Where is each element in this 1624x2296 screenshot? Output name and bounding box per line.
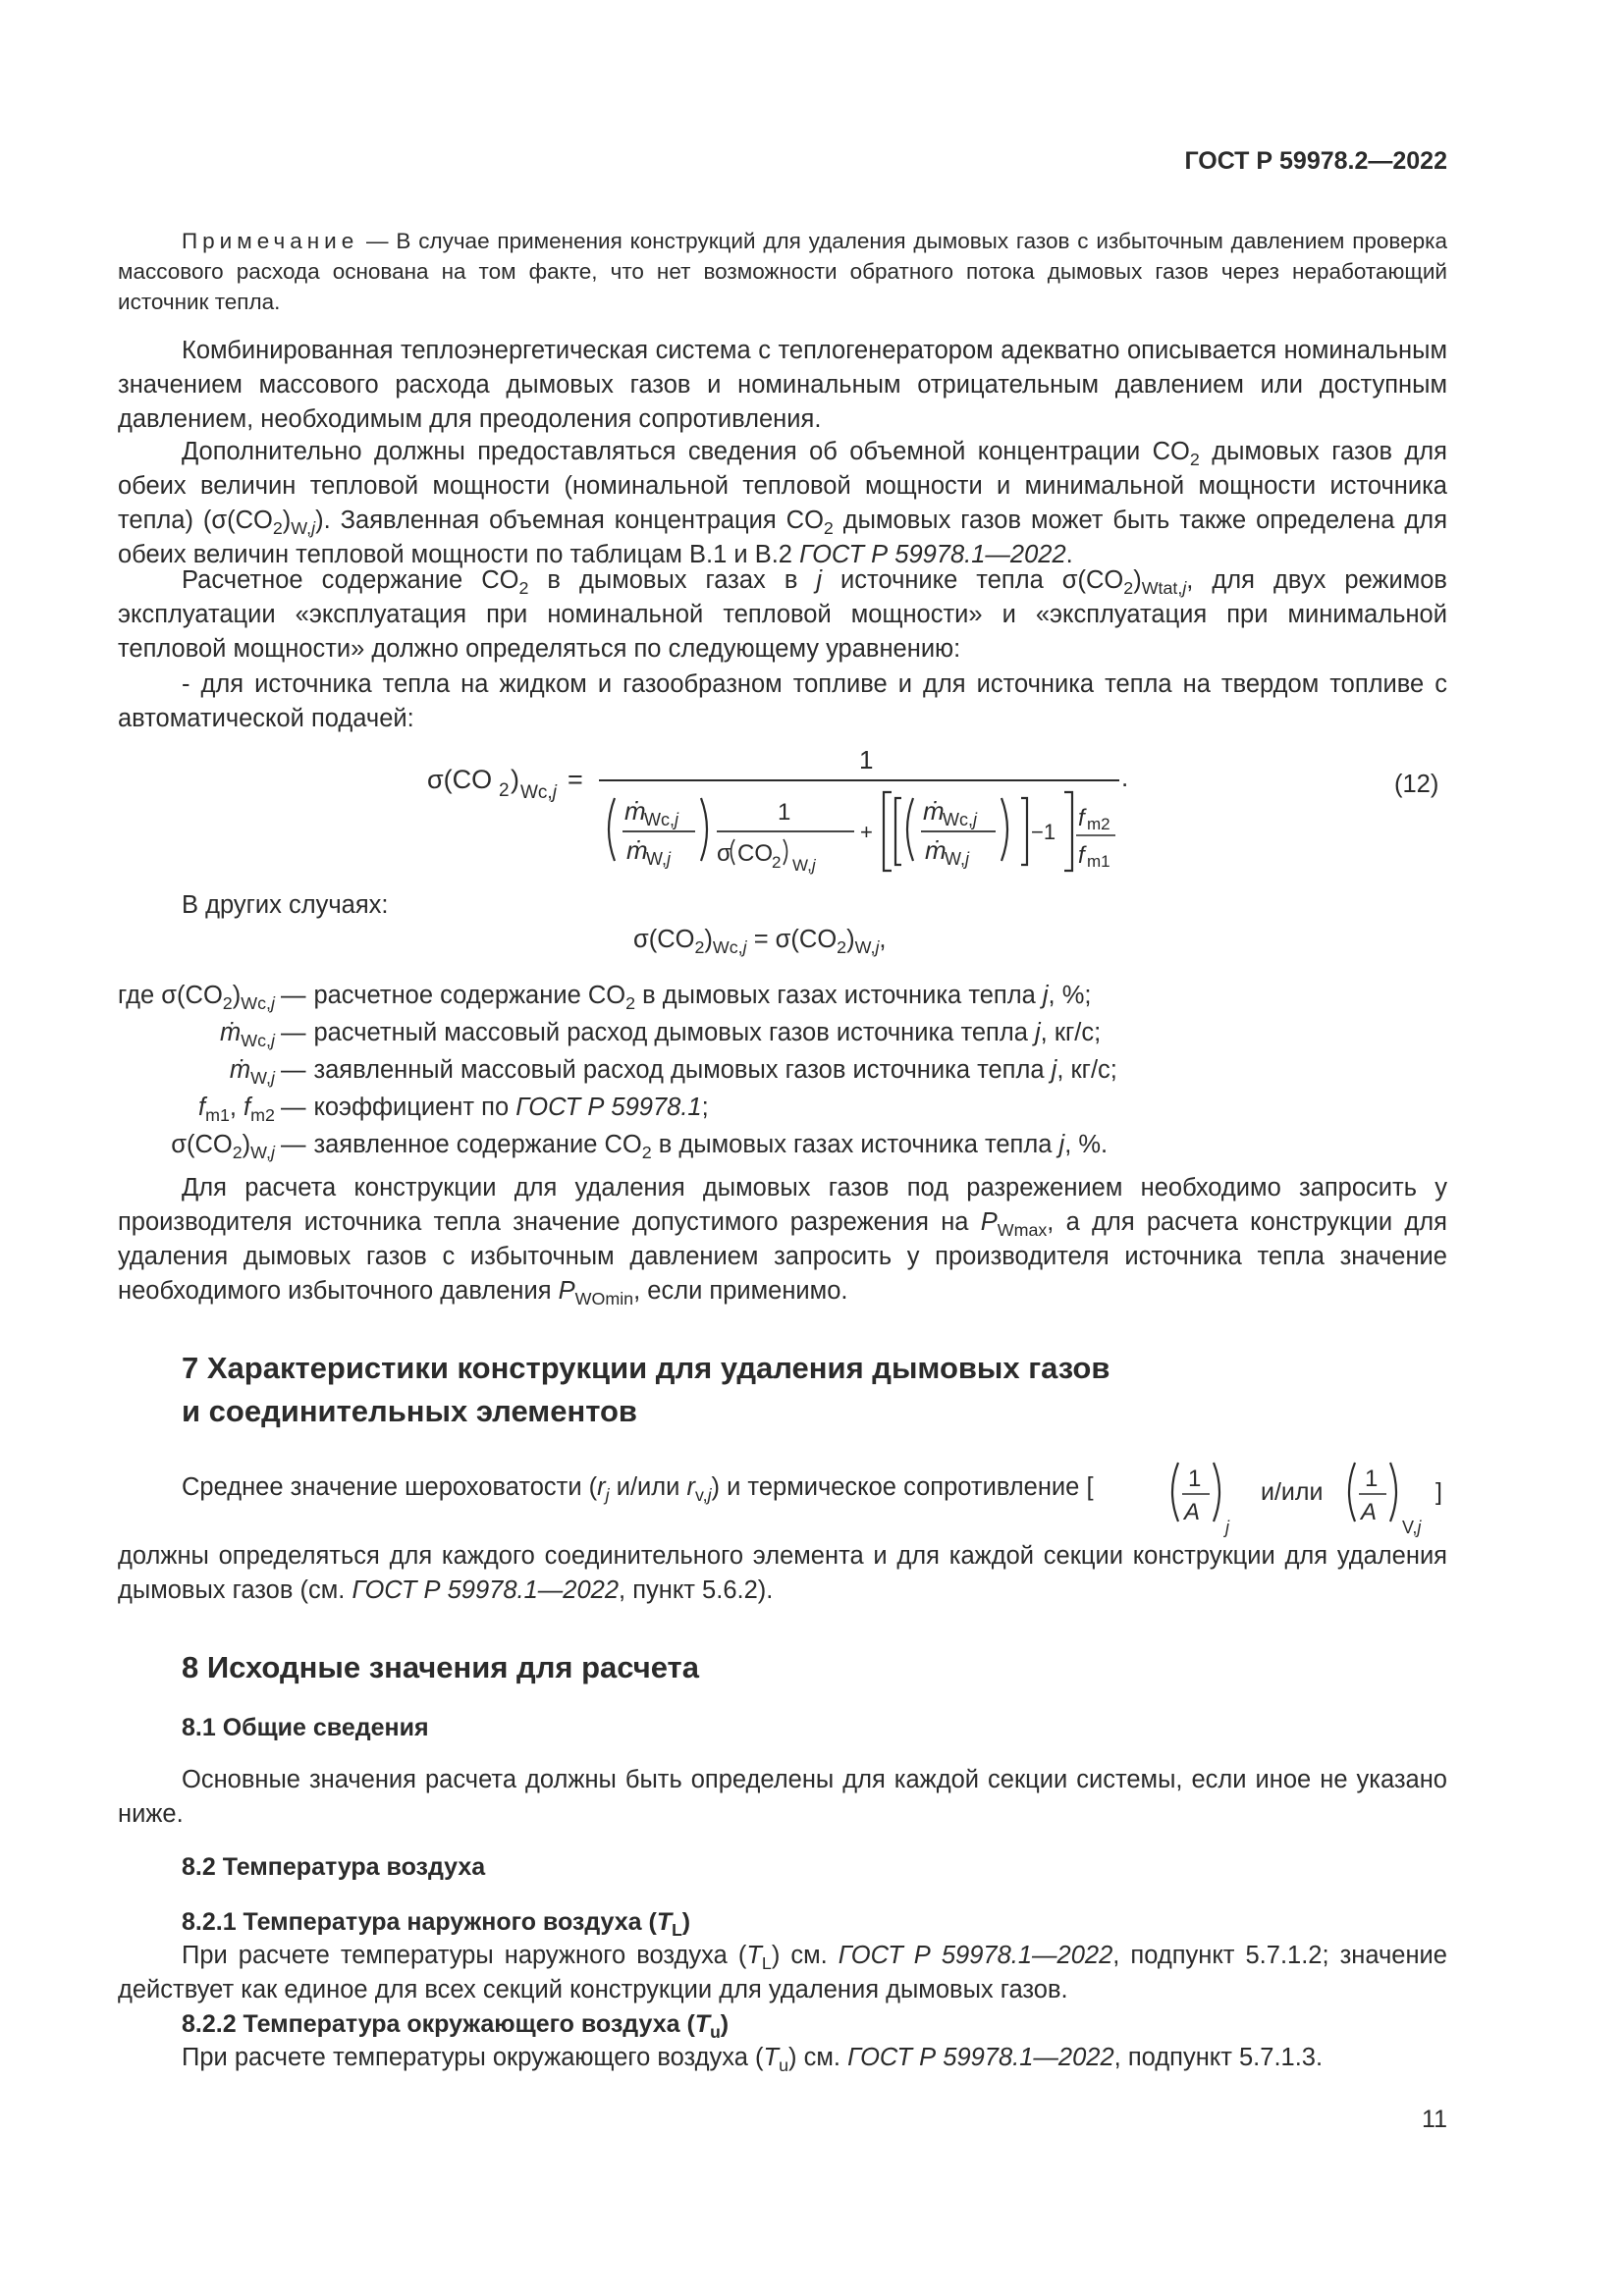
definition-row: $\sigma(CO_2)_{W,j}$ — заявленное содержание $CO_2$ в дымовых газах источника тепла j, %.	[171, 1131, 1109, 1162]
definition-row: ṁ$_{W,j}$ — заявленный массовый расход дымовых газов источника тепла j, кг/с;	[229, 1056, 1117, 1088]
section-7-title: 7 Характеристики конструкции для удаления дымовых газов и соединительных элементов	[182, 1351, 1110, 1428]
definition-row: $f_{m1}$, $f_{m2}$ — коэффициент по ГОСТ Р 59978.1;	[197, 1094, 709, 1125]
reference-gost-1: ГОСТ Р 59978.1—2022	[799, 541, 1066, 568]
svg-text:2: 2	[499, 780, 510, 801]
svg-text:ṁ: ṁ	[626, 835, 648, 865]
svg-text:ṁ: ṁ	[923, 796, 945, 826]
section-8-2-2-text: При расчете температуры окружающего воздуха $(T_u)$ см. ГОСТ Р 59978.1—2022, подпункт 5.7.1.3.	[182, 2044, 1324, 2075]
svg-text:σ: σ	[717, 840, 731, 867]
svg-text:W,j: W,j	[646, 849, 671, 869]
svg-text:ṁ: ṁ	[624, 796, 646, 826]
bracket-close: ]	[1435, 1478, 1442, 1506]
svg-text:Wc,j: Wc,j	[943, 810, 977, 829]
paragraph-draught-pressure: Для расчета конструкции для удаления дымовых газов под разрежением необходимо запросить у производителя источника тепла значение допустимого разрежения на $P_{Wmax}$, а для расчета конструкции для удаления дымовых газов с избыточным давлением запросить у производителя источника тепла значение необходимого избыточного давления $P_{WOmin}$, если применимо.	[118, 1174, 1447, 1308]
svg-text:m2: m2	[1087, 815, 1110, 833]
section-7-paragraph-line1: Среднее значение шероховатости ($r_j$ и/или $r_{v,j}$) и термическое сопротивление [	[182, 1473, 1094, 1505]
svg-text:1: 1	[1188, 1466, 1202, 1492]
symbol-definitions	[118, 977, 1117, 1163]
paragraph-co2-concentration: Дополнительно должны предоставляться сведения об объемной концентрации $CO_2$ дымовых газов для обеих величин тепловой мощности (номинальной тепловой мощности и минимальной мощности источника тепла) $(\sigma(CO_2)_{W,j})$. Заявленная объемная концентрация $CO_2$ дымовых газов может быть также определена для обеих величин тепловой мощности по таблицам В.1 и В.2 ГОСТ Р 59978.1—2022.	[118, 438, 1447, 568]
svg-text:1: 1	[778, 799, 791, 826]
svg-text:): )	[511, 765, 519, 794]
reference-gost-4: ГОСТ Р 59978.1—2022	[838, 1942, 1113, 1969]
section-8-1-text: Основные значения расчета должны быть определены для каждой секции системы, если иное не указано ниже.	[118, 1766, 1447, 1828]
svg-text:f: f	[1078, 842, 1085, 869]
svg-text:f: f	[1078, 805, 1085, 831]
svg-text:CO: CO	[737, 840, 773, 867]
definition-row: ṁ$_{Wc,j}$ — расчетный массовый расход дымовых газов источника тепла j, кг/с;	[219, 1019, 1102, 1050]
svg-text:−1: −1	[1031, 820, 1056, 844]
svg-text:.: .	[1121, 763, 1129, 792]
svg-text:2: 2	[772, 853, 782, 872]
other-cases-label: В других случаях:	[182, 891, 389, 919]
svg-text:m1: m1	[1087, 852, 1110, 871]
definition-row: где $\sigma(CO_2)_{Wc,j}$ — расчетное содержание $CO_2$ в дымовых газах источника тепла j, %;	[118, 982, 1092, 1013]
svg-text:A: A	[1184, 1499, 1201, 1525]
note-paragraph	[118, 226, 1447, 317]
page-number: 11	[1422, 2106, 1447, 2133]
svg-text:W,j: W,j	[945, 849, 969, 869]
section-8-1-title: 8.1 Общие сведения	[182, 1714, 429, 1741]
formula-number: (12)	[1394, 771, 1439, 798]
svg-text:+: +	[860, 820, 873, 844]
thermal-resistance-formula	[1168, 1451, 1463, 1539]
paragraph-combined-system: Комбинированная теплоэнергетическая система с теплогенератором адекватно описывается номинальным значением массового расхода дымовых газов и номинальным отрицательным давлением или доступным давлением, необходимым для преодоления сопротивления.	[118, 337, 1447, 433]
svg-text:1: 1	[1365, 1466, 1379, 1492]
paragraph-calculated-co2: Расчетное содержание $CO_2$ в дымовых газах в j источнике тепла $\sigma(CO_2)_{Wtat,j}$, для двух режимов эксплуатации «эксплуатация при номинальной тепловой мощности» и «эксплуатация при минимальной тепловой мощности» должно определяться по следующему уравнению:	[118, 566, 1447, 663]
svg-text:σ(CO: σ(CO	[427, 765, 493, 794]
section-8-2-1-title: 8.2.1 Температура наружного воздуха $(T_L)$	[182, 1908, 691, 1940]
and-or-label: и/или	[1261, 1478, 1324, 1506]
section-8-2-1-text: При расчете температуры наружного воздуха $(T_L)$ см. ГОСТ Р 59978.1—2022, подпункт 5.7.1.2; значение действует как единое для всех секций конструкции для удаления дымовых газов.	[118, 1942, 1447, 2003]
section-8-2-title: 8.2 Температура воздуха	[182, 1853, 486, 1881]
paragraph-liquid-gas-fuel: - для источника тепла на жидком и газообразном топливе и для источника тепла на твердом топливе с автоматической подачей:	[118, 670, 1447, 732]
svg-text:V,j: V,j	[1402, 1518, 1422, 1537]
reference-gost-5: ГОСТ Р 59978.1—2022	[847, 2044, 1114, 2071]
svg-text:W,j: W,j	[792, 856, 816, 875]
section-7-paragraph-line2: должны определяться для каждого соединительного элемента и для каждой секции конструкции для удаления дымовых газов (см. ГОСТ Р 59978.1—2022, пункт 5.6.2).	[118, 1542, 1447, 1604]
svg-text:ṁ: ṁ	[925, 835, 947, 865]
reference-gost-2: ГОСТ Р 59978.1	[515, 1094, 702, 1121]
document-code: ГОСТ Р 59978.2—2022	[1184, 147, 1447, 175]
svg-text:j: j	[1225, 1518, 1229, 1537]
section-8-title: 8 Исходные значения для расчета	[182, 1650, 699, 1684]
note-label: Примечание	[182, 229, 359, 253]
formula-other-cases: $\sigma(CO_2)_{Wc,j} = \sigma(CO_2)_{W,j}$,	[633, 926, 887, 957]
section-8-2-2-title: 8.2.2 Температура окружающего воздуха $(T_u)$	[182, 2010, 730, 2042]
note-text: — В случае применения конструкций для удаления дымовых газов с избыточным давлением проверка массового расхода основана на том факте, что нет возможности обратного потока дымовых газов через неработающий источник тепла.	[118, 229, 1447, 314]
svg-text:A: A	[1361, 1499, 1378, 1525]
svg-text:=: =	[568, 765, 583, 794]
svg-text:Wc,j: Wc,j	[644, 810, 678, 829]
formula-numerator: 1	[859, 745, 874, 774]
formula-12	[422, 741, 1168, 888]
svg-text:Wc,j: Wc,j	[520, 782, 557, 803]
reference-gost-3: ГОСТ Р 59978.1—2022	[352, 1576, 620, 1604]
